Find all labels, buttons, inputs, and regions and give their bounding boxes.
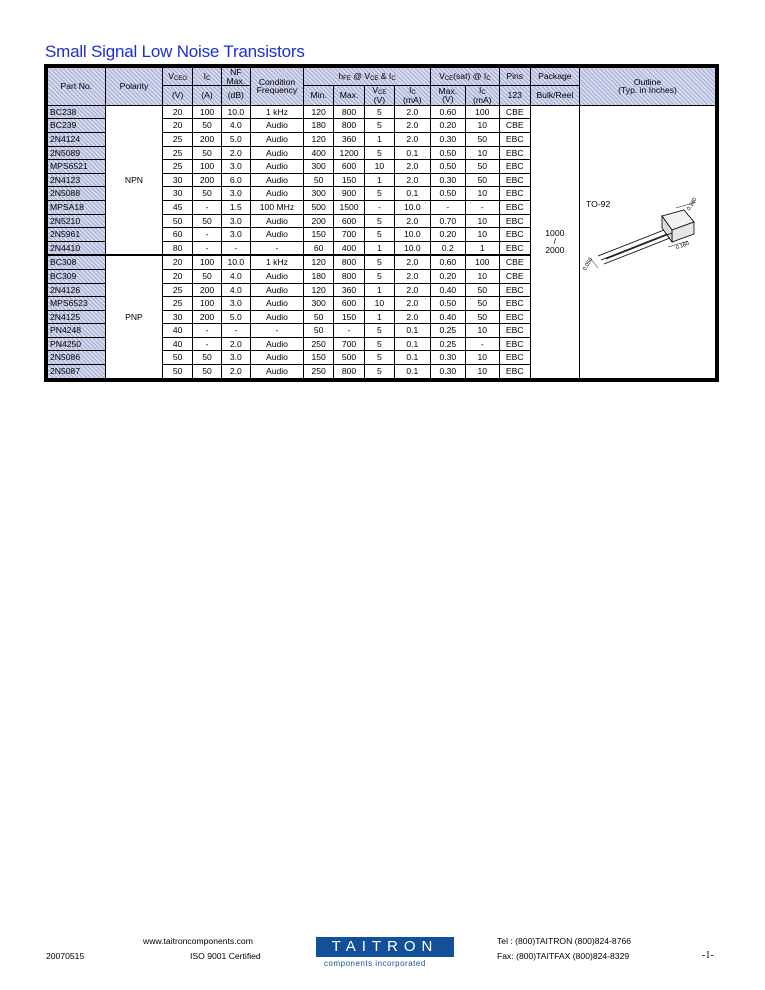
max-cell: 150 — [334, 173, 365, 187]
ic-cell: 100 — [193, 105, 222, 119]
vceo-cell: 20 — [163, 119, 193, 133]
header-vceo: VCEO — [163, 68, 193, 86]
vsat-cell: 0.2 — [430, 241, 465, 255]
ic3-cell: 50 — [465, 297, 499, 311]
ic-cell: 200 — [193, 310, 222, 324]
page-number: -1- — [702, 950, 714, 961]
header-bulk-reel: Bulk/Reel — [530, 86, 579, 106]
cond-cell: Audio — [250, 132, 304, 146]
min-cell: 50 — [304, 324, 334, 338]
vceo-cell: 50 — [163, 365, 193, 379]
vce-cell: 5 — [364, 228, 394, 242]
min-cell: 60 — [304, 241, 334, 255]
vsat-cell: 0.40 — [430, 283, 465, 297]
vsat-cell: 0.20 — [430, 269, 465, 283]
cond-cell: - — [250, 241, 304, 255]
max-cell: 400 — [334, 241, 365, 255]
max-cell: 900 — [334, 187, 365, 201]
cond-cell: Audio — [250, 297, 304, 311]
vsat-cell: 0.25 — [430, 337, 465, 351]
ic2-cell: 2.0 — [394, 132, 430, 146]
nf-cell: 3.0 — [221, 351, 250, 365]
vce-cell: 10 — [364, 160, 394, 174]
max-cell: 1200 — [334, 146, 365, 160]
vceo-cell: 30 — [163, 173, 193, 187]
footer-date: 20070515 — [46, 951, 85, 961]
vceo-cell: 50 — [163, 351, 193, 365]
max-cell: 600 — [334, 297, 365, 311]
to92-package-icon — [580, 106, 712, 376]
part-number-cell: 2N4125 — [48, 310, 106, 324]
vce-cell: 1 — [364, 241, 394, 255]
vsat-cell: 0.30 — [430, 132, 465, 146]
ic3-cell: 10 — [465, 324, 499, 338]
vceo-cell: 40 — [163, 337, 193, 351]
part-number-cell: BC238 — [48, 105, 106, 119]
unit-nf: (dB) — [221, 86, 250, 106]
outline-cell — [580, 105, 716, 378]
vsat-cell: 0.20 — [430, 228, 465, 242]
pins-cell: CBE — [499, 105, 530, 119]
vce-cell: 5 — [364, 187, 394, 201]
pins-cell: EBC — [499, 160, 530, 174]
vceo-cell: 20 — [163, 269, 193, 283]
vce-cell: 5 — [364, 365, 394, 379]
ic3-cell: 10 — [465, 269, 499, 283]
min-cell: 300 — [304, 160, 334, 174]
nf-cell: - — [221, 241, 250, 255]
ic-cell: 200 — [193, 173, 222, 187]
pins-cell: EBC — [499, 337, 530, 351]
ic2-cell: 2.0 — [394, 160, 430, 174]
cond-cell: Audio — [250, 228, 304, 242]
vce-cell: 5 — [364, 337, 394, 351]
pins-cell: EBC — [499, 187, 530, 201]
vceo-cell: 20 — [163, 105, 193, 119]
ic2-cell: 0.1 — [394, 365, 430, 379]
ic3-cell: 10 — [465, 228, 499, 242]
vceo-cell: 30 — [163, 187, 193, 201]
vce-cell: 1 — [364, 173, 394, 187]
vce-cell: 5 — [364, 324, 394, 338]
header-outline: Outline (Typ. in Inches) — [580, 68, 716, 106]
vceo-cell: 80 — [163, 241, 193, 255]
min-cell: 120 — [304, 283, 334, 297]
vceo-cell: 50 — [163, 214, 193, 228]
ic-cell: 200 — [193, 283, 222, 297]
ic2-cell: 2.0 — [394, 255, 430, 269]
part-number-cell: 2N5210 — [48, 214, 106, 228]
ic3-cell: 50 — [465, 283, 499, 297]
vsat-cell: 0.30 — [430, 173, 465, 187]
taitron-logo: TAITRON — [316, 937, 454, 957]
header-condition: Condition Frequency — [250, 68, 304, 106]
vce-cell: 5 — [364, 119, 394, 133]
part-number-cell: MPS6521 — [48, 160, 106, 174]
max-cell: 360 — [334, 283, 365, 297]
ic2-cell: 10.0 — [394, 200, 430, 214]
cond-cell: 1 kHz — [250, 105, 304, 119]
nf-cell: 1.5 — [221, 200, 250, 214]
ic3-cell: 100 — [465, 105, 499, 119]
cond-cell: Audio — [250, 351, 304, 365]
min-cell: 50 — [304, 310, 334, 324]
nf-cell: 10.0 — [221, 255, 250, 269]
header-polarity: Polarity — [105, 68, 163, 106]
ic3-cell: 50 — [465, 132, 499, 146]
part-number-cell: BC309 — [48, 269, 106, 283]
cond-cell: Audio — [250, 160, 304, 174]
pins-cell: CBE — [499, 119, 530, 133]
transistor-table — [47, 67, 716, 379]
header-vcesat-max: Max. (V) — [430, 86, 465, 106]
vsat-cell: - — [430, 200, 465, 214]
cond-cell: - — [250, 324, 304, 338]
min-cell: 120 — [304, 105, 334, 119]
part-number-cell: 2N5087 — [48, 365, 106, 379]
ic2-cell: 2.0 — [394, 269, 430, 283]
ic-cell: 100 — [193, 297, 222, 311]
nf-cell: 4.0 — [221, 283, 250, 297]
vsat-cell: 0.50 — [430, 297, 465, 311]
unit-vceo: (V) — [163, 86, 193, 106]
pins-cell: EBC — [499, 200, 530, 214]
part-number-cell: 2N4410 — [48, 241, 106, 255]
part-number-cell: 2N4123 — [48, 173, 106, 187]
nf-cell: 10.0 — [221, 105, 250, 119]
vce-cell: 5 — [364, 105, 394, 119]
dim-label-2: 0.180 — [675, 240, 691, 251]
polarity-cell: PNP — [105, 255, 163, 378]
cond-cell: Audio — [250, 283, 304, 297]
part-number-cell: PN4248 — [48, 324, 106, 338]
part-number-cell: BC239 — [48, 119, 106, 133]
vceo-cell: 25 — [163, 146, 193, 160]
header-hfe-min: Min. — [304, 86, 334, 106]
min-cell: 300 — [304, 187, 334, 201]
package-qty-line2: / — [553, 236, 557, 247]
vceo-cell: 45 — [163, 200, 193, 214]
ic2-cell: 2.0 — [394, 214, 430, 228]
ic-cell: - — [193, 324, 222, 338]
ic2-cell: 2.0 — [394, 310, 430, 324]
ic-cell: 200 — [193, 132, 222, 146]
header-hfe-group: hFE @ VCE & IC — [304, 68, 431, 86]
ic3-cell: 50 — [465, 160, 499, 174]
vce-cell: 5 — [364, 351, 394, 365]
header-part-no: Part No. — [48, 68, 106, 106]
nf-cell: 4.0 — [221, 119, 250, 133]
pins-cell: EBC — [499, 132, 530, 146]
ic-cell: 100 — [193, 255, 222, 269]
taitron-logo-subtitle: components incorporated — [324, 959, 426, 968]
ic3-cell: - — [465, 337, 499, 351]
part-number-cell: 2N4124 — [48, 132, 106, 146]
table-row — [48, 105, 716, 119]
nf-cell: 5.0 — [221, 132, 250, 146]
ic2-cell: 0.1 — [394, 351, 430, 365]
max-cell: 800 — [334, 105, 365, 119]
vce-cell: 1 — [364, 132, 394, 146]
cond-cell: Audio — [250, 337, 304, 351]
vceo-cell: 25 — [163, 283, 193, 297]
max-cell: 800 — [334, 255, 365, 269]
cond-cell: Audio — [250, 214, 304, 228]
ic-cell: 50 — [193, 214, 222, 228]
outline-drawing — [580, 106, 715, 376]
ic2-cell: 0.1 — [394, 337, 430, 351]
ic3-cell: 1 — [465, 241, 499, 255]
vceo-cell: 25 — [163, 160, 193, 174]
vceo-cell: 40 — [163, 324, 193, 338]
header-hfe-ic: IC (mA) — [394, 86, 430, 106]
table-body — [48, 105, 716, 378]
part-number-cell: 2N5961 — [48, 228, 106, 242]
nf-cell: 2.0 — [221, 146, 250, 160]
dim-label-3: 0.050 — [582, 256, 595, 272]
ic3-cell: 10 — [465, 214, 499, 228]
ic2-cell: 10.0 — [394, 241, 430, 255]
vceo-cell: 30 — [163, 310, 193, 324]
part-number-cell: MPS6523 — [48, 297, 106, 311]
package-qty-cell — [530, 105, 579, 378]
max-cell: - — [334, 324, 365, 338]
ic2-cell: 2.0 — [394, 297, 430, 311]
pins-cell: EBC — [499, 241, 530, 255]
ic2-cell: 2.0 — [394, 283, 430, 297]
footer-tel: Tel : (800)TAITRON (800)824-8766 — [497, 936, 632, 946]
vsat-cell: 0.40 — [430, 310, 465, 324]
vce-cell: - — [364, 200, 394, 214]
pins-cell: EBC — [499, 297, 530, 311]
min-cell: 120 — [304, 255, 334, 269]
ic-cell: 100 — [193, 160, 222, 174]
ic3-cell: 10 — [465, 351, 499, 365]
vceo-cell: 25 — [163, 297, 193, 311]
vsat-cell: 0.30 — [430, 351, 465, 365]
min-cell: 500 — [304, 200, 334, 214]
pins-cell: EBC — [499, 228, 530, 242]
max-cell: 700 — [334, 337, 365, 351]
vce-cell: 1 — [364, 310, 394, 324]
unit-ic: (A) — [193, 86, 222, 106]
cond-cell: Audio — [250, 365, 304, 379]
ic-cell: - — [193, 241, 222, 255]
ic-cell: 50 — [193, 146, 222, 160]
vceo-cell: 20 — [163, 255, 193, 269]
cond-cell: Audio — [250, 269, 304, 283]
cond-cell: 100 MHz — [250, 200, 304, 214]
header-pins: Pins — [499, 68, 530, 86]
ic2-cell: 0.1 — [394, 187, 430, 201]
pins-cell: CBE — [499, 255, 530, 269]
header-row-1 — [48, 68, 716, 86]
ic3-cell: 10 — [465, 146, 499, 160]
pins-cell: EBC — [499, 214, 530, 228]
pins-cell: EBC — [499, 351, 530, 365]
pins-cell: CBE — [499, 269, 530, 283]
ic-cell: 50 — [193, 365, 222, 379]
cond-cell: Audio — [250, 173, 304, 187]
header-hfe-max: Max. — [334, 86, 365, 106]
vceo-cell: 60 — [163, 228, 193, 242]
nf-cell: 5.0 — [221, 310, 250, 324]
part-number-cell: MPSA18 — [48, 200, 106, 214]
min-cell: 180 — [304, 119, 334, 133]
package-qty-line3: 2000 — [545, 245, 565, 256]
cond-cell: 1 kHz — [250, 255, 304, 269]
part-number-cell: 2N5086 — [48, 351, 106, 365]
pins-cell: EBC — [499, 365, 530, 379]
nf-cell: 4.0 — [221, 269, 250, 283]
package-name: TO-92 — [586, 198, 611, 209]
max-cell: 150 — [334, 310, 365, 324]
ic-cell: 50 — [193, 119, 222, 133]
part-number-cell: 2N5088 — [48, 187, 106, 201]
max-cell: 500 — [334, 351, 365, 365]
min-cell: 120 — [304, 132, 334, 146]
min-cell: 300 — [304, 297, 334, 311]
pins-cell: EBC — [499, 283, 530, 297]
min-cell: 250 — [304, 365, 334, 379]
transistor-table-frame — [44, 64, 719, 382]
header-vcesat-ic: IC (mA) — [465, 86, 499, 106]
header-hfe-vce: VCE (V) — [364, 86, 394, 106]
ic-cell: 50 — [193, 351, 222, 365]
vsat-cell: 0.25 — [430, 324, 465, 338]
ic2-cell: 0.1 — [394, 146, 430, 160]
vsat-cell: 0.50 — [430, 160, 465, 174]
part-number-cell: 2N4126 — [48, 283, 106, 297]
ic2-cell: 2.0 — [394, 105, 430, 119]
ic3-cell: 50 — [465, 173, 499, 187]
ic3-cell: - — [465, 200, 499, 214]
vsat-cell: 0.50 — [430, 187, 465, 201]
max-cell: 800 — [334, 365, 365, 379]
min-cell: 150 — [304, 228, 334, 242]
vsat-cell: 0.60 — [430, 105, 465, 119]
header-package: Package — [530, 68, 579, 86]
min-cell: 400 — [304, 146, 334, 160]
ic3-cell: 10 — [465, 365, 499, 379]
ic-cell: - — [193, 228, 222, 242]
vsat-cell: 0.60 — [430, 255, 465, 269]
vceo-cell: 25 — [163, 132, 193, 146]
ic3-cell: 10 — [465, 187, 499, 201]
part-number-cell: BC308 — [48, 255, 106, 269]
vce-cell: 5 — [364, 269, 394, 283]
nf-cell: 3.0 — [221, 228, 250, 242]
vce-cell: 10 — [364, 297, 394, 311]
ic3-cell: 50 — [465, 310, 499, 324]
nf-cell: 2.0 — [221, 337, 250, 351]
ic-cell: 50 — [193, 269, 222, 283]
min-cell: 250 — [304, 337, 334, 351]
ic3-cell: 100 — [465, 255, 499, 269]
max-cell: 700 — [334, 228, 365, 242]
ic-cell: - — [193, 200, 222, 214]
dim-label-1: 0.180 — [686, 196, 699, 212]
vce-cell: 1 — [364, 283, 394, 297]
max-cell: 600 — [334, 214, 365, 228]
nf-cell: 2.0 — [221, 365, 250, 379]
polarity-cell: NPN — [105, 105, 163, 255]
ic-cell: - — [193, 337, 222, 351]
nf-cell: 3.0 — [221, 297, 250, 311]
max-cell: 600 — [334, 160, 365, 174]
nf-cell: 6.0 — [221, 173, 250, 187]
part-number-cell: 2N5089 — [48, 146, 106, 160]
cond-cell: Audio — [250, 146, 304, 160]
pins-cell: EBC — [499, 173, 530, 187]
footer-website[interactable]: www.taitroncomponents.com — [143, 936, 253, 946]
ic2-cell: 10.0 — [394, 228, 430, 242]
vsat-cell: 0.30 — [430, 365, 465, 379]
header-ic: IC — [193, 68, 222, 86]
cond-cell: Audio — [250, 187, 304, 201]
pins-cell: EBC — [499, 324, 530, 338]
cond-cell: Audio — [250, 119, 304, 133]
vce-cell: 5 — [364, 214, 394, 228]
header-nf: NF Max. — [221, 68, 250, 86]
ic3-cell: 10 — [465, 119, 499, 133]
page-title: Small Signal Low Noise Transistors — [45, 42, 305, 61]
nf-cell: 3.0 — [221, 160, 250, 174]
pins-cell: EBC — [499, 146, 530, 160]
max-cell: 1500 — [334, 200, 365, 214]
max-cell: 800 — [334, 269, 365, 283]
nf-cell: 3.0 — [221, 214, 250, 228]
ic2-cell: 2.0 — [394, 119, 430, 133]
nf-cell: - — [221, 324, 250, 338]
ic2-cell: 0.1 — [394, 324, 430, 338]
cond-cell: Audio — [250, 310, 304, 324]
header-vcesat-group: VCE(sat) @ IC — [430, 68, 499, 86]
part-number-cell: PN4250 — [48, 337, 106, 351]
vsat-cell: 0.50 — [430, 146, 465, 160]
vce-cell: 5 — [364, 255, 394, 269]
package-qty-line1: 1000 — [545, 227, 565, 238]
vsat-cell: 0.20 — [430, 119, 465, 133]
ic2-cell: 2.0 — [394, 173, 430, 187]
min-cell: 150 — [304, 351, 334, 365]
min-cell: 200 — [304, 214, 334, 228]
footer-fax: Fax: (800)TAITFAX (800)824-8329 — [497, 951, 630, 961]
min-cell: 50 — [304, 173, 334, 187]
vce-cell: 5 — [364, 146, 394, 160]
max-cell: 360 — [334, 132, 365, 146]
pins-cell: EBC — [499, 310, 530, 324]
footer-iso: ISO 9001 Certified — [190, 951, 261, 961]
ic-cell: 50 — [193, 187, 222, 201]
header-pins-order: 123 — [499, 86, 530, 106]
max-cell: 800 — [334, 119, 365, 133]
vsat-cell: 0.70 — [430, 214, 465, 228]
nf-cell: 3.0 — [221, 187, 250, 201]
min-cell: 180 — [304, 269, 334, 283]
